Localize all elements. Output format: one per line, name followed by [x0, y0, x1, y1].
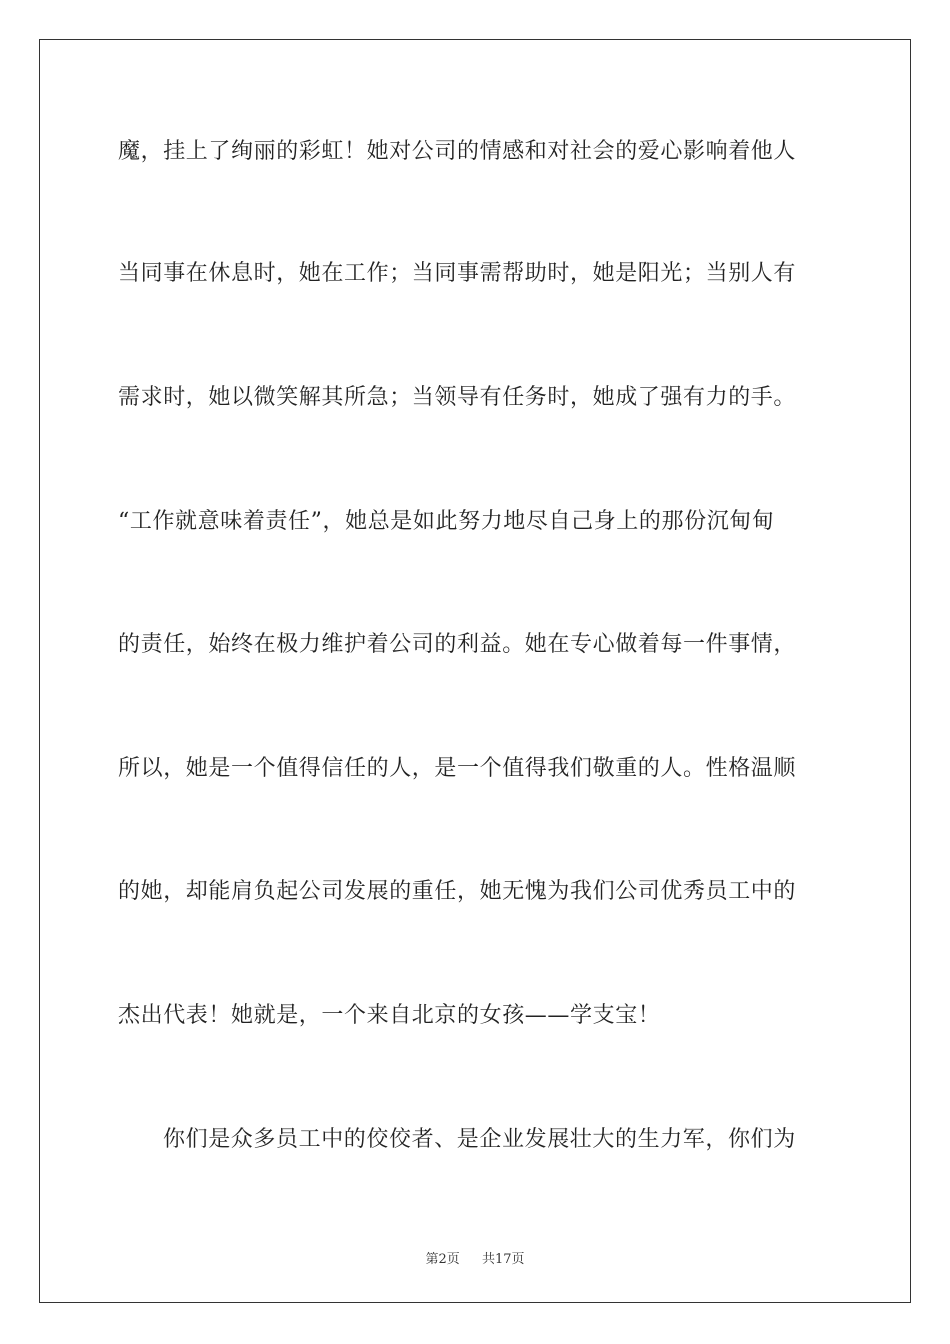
- text-line-2: 当同事在休息时，她在工作；当同事需帮助时，她是阳光；当别人有: [118, 261, 797, 286]
- text-line-9: 你们是众多员工中的佼佼者、是企业发展壮大的生力军，你们为: [163, 1127, 796, 1152]
- page-footer: [0, 1248, 950, 1267]
- text-line-6: 所以，她是一个值得信任的人，是一个值得我们敬重的人。性格温顺: [118, 756, 797, 781]
- text-line-5: 的责任，始终在极力维护着公司的利益。她在专心做着每一件事情，: [118, 632, 797, 657]
- text-line-3: 需求时，她以微笑解其所急；当领导有任务时，她成了强有力的手。: [118, 385, 797, 410]
- text-line-1: 魔，挂上了绚丽的彩虹！她对公司的情感和对社会的爱心影响着他人: [118, 139, 797, 164]
- text-line-8: 杰出代表！她就是，一个来自北京的女孩——学支宝！: [118, 1003, 661, 1028]
- text-line-7: 的她，却能肩负起公司发展的重任，她无愧为我们公司优秀员工中的: [118, 879, 797, 904]
- page-border: [39, 39, 911, 1303]
- page-total: 共17页: [482, 1252, 525, 1267]
- page-number: 第2页: [425, 1252, 460, 1267]
- text-line-4: “工作就意味着责任”，她总是如此努力地尽自己身上的那份沉甸甸: [118, 509, 775, 534]
